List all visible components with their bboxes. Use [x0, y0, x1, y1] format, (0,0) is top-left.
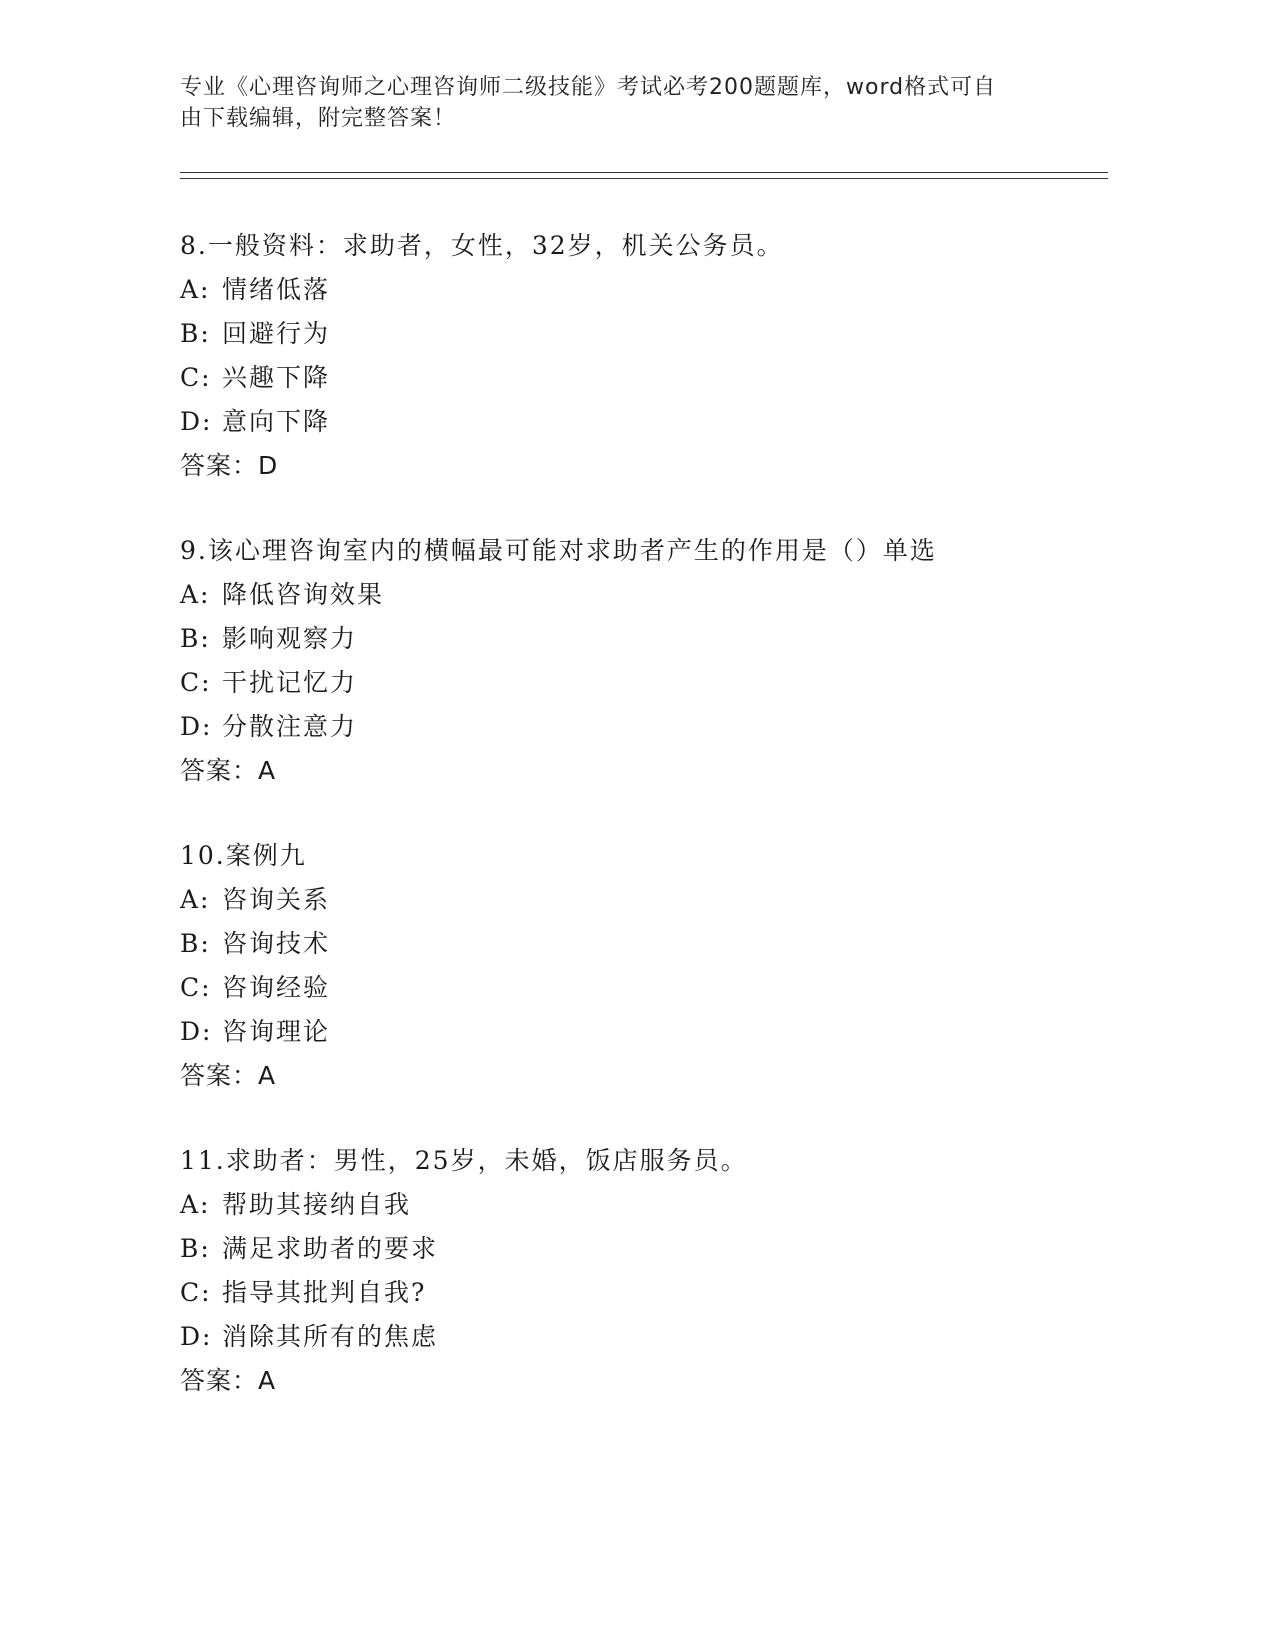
option-c — [180, 661, 1110, 705]
answer-line: 答案：A — [180, 1061, 277, 1090]
option-text: 咨询经验 — [222, 973, 331, 1002]
option-a — [180, 1183, 1110, 1227]
option-b — [180, 617, 1110, 661]
question-stem: 11.求助者：男性，25岁，未婚，饭店服务员。 — [180, 1146, 748, 1175]
option-letter: B: — [180, 1234, 211, 1263]
option-text: 意向下降 — [222, 407, 331, 436]
option-b — [180, 312, 1110, 356]
header-line-2: 由下载编辑，附完整答案！ — [180, 106, 457, 131]
header-divider-bottom — [180, 178, 1108, 179]
option-letter: B: — [180, 319, 211, 348]
option-c — [180, 966, 1110, 1010]
question-stem: 9.该心理咨询室内的横幅最可能对求助者产生的作用是（）单选 — [180, 536, 937, 565]
question-stem: 10.案例九 — [180, 841, 307, 870]
question-item — [180, 834, 1110, 1098]
option-text: 降低咨询效果 — [222, 580, 385, 609]
option-letter: A: — [180, 275, 211, 304]
option-a — [180, 268, 1110, 312]
header-divider-top — [180, 172, 1108, 173]
option-text: 指导其批判自我? — [222, 1278, 427, 1307]
option-letter: C: — [180, 1278, 212, 1307]
option-d — [180, 1315, 1110, 1359]
option-text: 情绪低落 — [222, 275, 331, 304]
option-c — [180, 1271, 1110, 1315]
option-text: 满足求助者的要求 — [222, 1234, 439, 1263]
option-letter: D: — [180, 1322, 213, 1351]
option-a — [180, 878, 1110, 922]
option-letter: D: — [180, 407, 213, 436]
option-a — [180, 573, 1110, 617]
option-b — [180, 922, 1110, 966]
option-letter: A: — [180, 1190, 211, 1219]
option-text: 消除其所有的焦虑 — [222, 1322, 439, 1351]
option-d — [180, 705, 1110, 749]
question-item — [180, 1139, 1110, 1403]
answer-line: 答案：D — [180, 451, 279, 480]
option-c — [180, 356, 1110, 400]
option-letter: D: — [180, 712, 213, 741]
question-item — [180, 224, 1110, 488]
option-letter: D: — [180, 1017, 213, 1046]
option-b — [180, 1227, 1110, 1271]
option-text: 咨询关系 — [222, 885, 331, 914]
option-text: 干扰记忆力 — [222, 668, 358, 697]
option-text: 咨询技术 — [222, 929, 331, 958]
question-item — [180, 529, 1110, 793]
header-line-1: 专业《心理咨询师之心理咨询师二级技能》考试必考200题题库，word格式可自 — [180, 75, 997, 100]
option-d — [180, 1010, 1110, 1054]
option-letter: C: — [180, 668, 212, 697]
option-text: 影响观察力 — [222, 624, 358, 653]
option-letter: A: — [180, 580, 211, 609]
option-text: 咨询理论 — [222, 1017, 331, 1046]
option-letter: C: — [180, 363, 212, 392]
option-letter: B: — [180, 624, 211, 653]
option-text: 分散注意力 — [222, 712, 358, 741]
option-letter: B: — [180, 929, 211, 958]
option-letter: A: — [180, 885, 211, 914]
option-text: 帮助其接纳自我 — [222, 1190, 412, 1219]
answer-line: 答案：A — [180, 1366, 277, 1395]
option-letter: C: — [180, 973, 212, 1002]
question-stem: 8.一般资料：求助者，女性，32岁，机关公务员。 — [180, 231, 784, 260]
option-d — [180, 400, 1110, 444]
option-text: 回避行为 — [222, 319, 331, 348]
answer-line: 答案：A — [180, 756, 277, 785]
document-header — [180, 72, 1040, 134]
option-text: 兴趣下降 — [222, 363, 331, 392]
